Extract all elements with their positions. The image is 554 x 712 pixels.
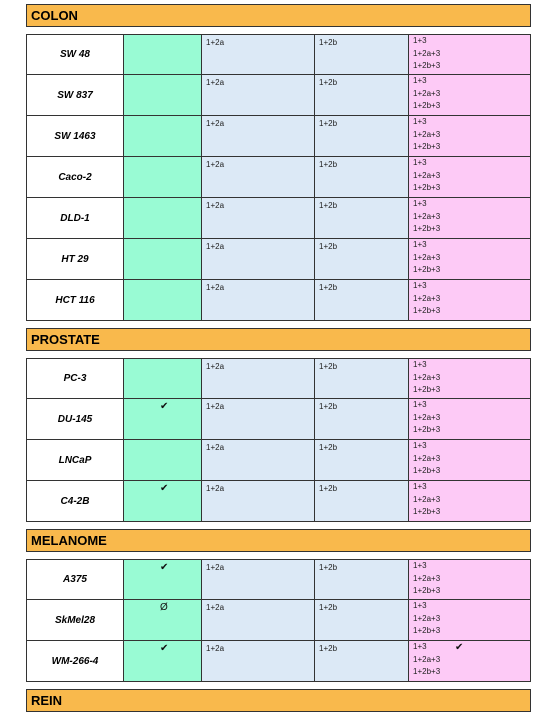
result-cell [124,157,202,197]
combo-2a-cell [202,198,315,238]
combo-2a-label: 1+2a [206,484,225,493]
combo-3-label: 1+2b+3 [413,385,441,394]
cell-line-name: LNCaP [27,440,124,480]
cell-line-name: SW 48 [27,35,124,74]
combo-3-label: 1+2a+3 [413,129,441,139]
combo-2b-label: 1+2b [319,242,338,251]
combo-2a-cell [202,440,315,480]
section-header: COLON [26,4,531,27]
result-cell [124,198,202,238]
combo-2a-label: 1+2a [206,563,225,572]
section-gap [26,552,531,559]
combo-2a-label: 1+2a [206,443,225,452]
combo-3-label: 1+2a+3 [413,252,441,262]
combo-3-label: 1+3 [413,400,427,409]
combo-2b-label: 1+2b [319,78,338,87]
combo-3-label: 1+2b+3 [413,306,441,315]
table-row [26,280,531,321]
combo-2a-cell [202,399,315,439]
section-gap [26,321,531,328]
combo-3-label: 1+3 [413,482,427,491]
cell-line-name: Caco-2 [27,157,124,197]
result-cell [124,35,202,74]
section-gap [26,522,531,529]
combo-3-lines [413,440,440,478]
combo-2a-cell [202,359,315,398]
combo-2b-cell [315,75,409,115]
combo-2b-label: 1+2b [319,38,338,47]
combo-3-label: 1+2b+3 [413,61,441,70]
combo-2a-label: 1+2a [206,402,225,411]
combo-3-lines [413,35,440,73]
combo-3-cell [409,280,530,320]
result-cell [124,481,202,521]
combo-2b-label: 1+2b [319,160,338,169]
combo-2b-cell [315,641,409,681]
combo-3-label: 1+3 [413,240,427,249]
table-row [26,116,531,157]
combo-3-label: 1+2a+3 [413,613,441,623]
combo-2b-label: 1+2b [319,563,338,572]
combo-3-lines [413,198,440,236]
combo-3-label: 1+2b+3 [413,466,441,475]
combo-3-cell [409,75,530,115]
combo-2b-cell [315,600,409,640]
combo-3-cell [409,440,530,480]
combo-3-label: 1+2b+3 [413,425,441,434]
combo-2b-label: 1+2b [319,119,338,128]
combo-2b-cell [315,359,409,398]
result-cell [124,239,202,279]
combo-2b-cell [315,116,409,156]
cell-line-name: HT 29 [27,239,124,279]
combo-2a-cell [202,280,315,320]
combo-2b-label: 1+2b [319,201,338,210]
combo-3-label: 1+2a+3 [413,494,441,504]
combo-2b-cell [315,157,409,197]
combo-3-label: 1+3 [413,199,427,208]
combo-2a-label: 1+2a [206,283,225,292]
combo-3-lines [413,116,440,154]
table-row [26,239,531,280]
combo-3-label: 1+2a+3 [413,654,441,664]
combo-3-lines [413,641,440,679]
combo-2b-label: 1+2b [319,603,338,612]
combo-2a-label: 1+2a [206,644,225,653]
combo-3-label: 1+2b+3 [413,507,441,516]
combo-3-label: 1+2a+3 [413,88,441,98]
combo-2a-label: 1+2a [206,201,225,210]
section-header: PROSTATE [26,328,531,351]
cell-line-table [26,4,531,712]
combo-3-lines [413,560,440,598]
combo-3-label: 1+2b+3 [413,183,441,192]
combo-3-cell [409,560,530,599]
combo-2a-cell [202,35,315,74]
combo-3-label: 1+2b+3 [413,265,441,274]
combo-2a-cell [202,641,315,681]
combo-3-label: 1+3 [413,642,427,651]
combo-3-label: 1+2a+3 [413,573,441,583]
combo-2b-cell [315,35,409,74]
combo-2a-cell [202,481,315,521]
combo-2a-cell [202,116,315,156]
combo-3-label: 1+2b+3 [413,626,441,635]
cell-line-name: DU-145 [27,399,124,439]
cell-line-name: HCT 116 [27,280,124,320]
combo-3-lines [413,600,440,638]
result-cell [124,116,202,156]
combo-3-lines [413,399,440,437]
combo-2a-label: 1+2a [206,242,225,251]
combo-2b-cell [315,399,409,439]
section-header: REIN [26,689,531,712]
combo-2a-label: 1+2a [206,38,225,47]
combo-2a-cell [202,75,315,115]
checkmark-icon: ✔ [160,562,169,573]
combo-3-label: 1+2a+3 [413,293,441,303]
combo-2b-label: 1+2b [319,283,338,292]
combo-3-cell [409,399,530,439]
combo-3-cell [409,600,530,640]
combo-2a-label: 1+2a [206,78,225,87]
combo-2a-cell [202,600,315,640]
combo-2b-cell [315,481,409,521]
cell-line-name: PC-3 [27,359,124,398]
combo-3-label: 1+3 [413,36,427,45]
combo-3-cell [409,239,530,279]
combo-2b-cell [315,560,409,599]
combo-2b-label: 1+2b [319,443,338,452]
combo-3-label: 1+3 [413,76,427,85]
combo-2a-cell [202,239,315,279]
combo-3-label: 1+2b+3 [413,101,441,110]
combo-2b-cell [315,280,409,320]
combo-3-label: 1+3 [413,360,427,369]
table-row [26,440,531,481]
combo-3-label: 1+2b+3 [413,142,441,151]
combo-2a-label: 1+2a [206,603,225,612]
cell-line-name: A375 [27,560,124,599]
combo-2a-label: 1+2a [206,160,225,169]
result-cell [124,399,202,439]
combo-3-lines [413,359,440,397]
combo-2b-cell [315,198,409,238]
combo-3-label: 1+2a+3 [413,48,441,58]
result-cell [124,600,202,640]
cell-line-name: SW 1463 [27,116,124,156]
combo-2b-label: 1+2b [319,402,338,411]
combo-3-lines [413,280,440,318]
result-cell [124,560,202,599]
combo-3-label: 1+2a+3 [413,372,441,382]
empty-set-icon: Ø [160,602,168,613]
combo-3-label: 1+2a+3 [413,170,441,180]
cell-line-name: C4-2B [27,481,124,521]
combo-3-label: 1+2a+3 [413,412,441,422]
checkmark-icon: ✔ [160,643,169,654]
combo-3-lines [413,75,440,113]
section-gap [26,682,531,689]
table-row [26,559,531,600]
combo-2b-cell [315,440,409,480]
combo-2a-cell [202,157,315,197]
combo-3-label: 1+2b+3 [413,586,441,595]
result-cell [124,359,202,398]
cell-line-name: SW 837 [27,75,124,115]
combo-2b-label: 1+2b [319,484,338,493]
combo-3-cell [409,35,530,74]
combo-3-label: 1+3 [413,281,427,290]
combo-3-label: 1+3 [413,117,427,126]
checkmark-icon: ✔ [455,642,464,653]
table-row [26,641,531,682]
combo-3-lines [413,157,440,195]
table-row [26,75,531,116]
checkmark-icon: ✔ [160,401,169,412]
combo-3-cell [409,481,530,521]
cell-line-name: DLD-1 [27,198,124,238]
combo-3-label: 1+3 [413,601,427,610]
table-row [26,399,531,440]
section-gap [26,27,531,34]
combo-3-label: 1+2b+3 [413,667,441,676]
result-cell [124,440,202,480]
combo-2a-cell [202,560,315,599]
table-row [26,198,531,239]
combo-3-cell [409,359,530,398]
combo-2b-label: 1+2b [319,362,338,371]
combo-3-label: 1+3 [413,561,427,570]
table-row [26,157,531,198]
result-cell [124,641,202,681]
combo-2a-label: 1+2a [206,362,225,371]
combo-3-label: 1+2b+3 [413,224,441,233]
combo-3-cell [409,157,530,197]
section-gap [26,351,531,358]
combo-2b-label: 1+2b [319,644,338,653]
combo-3-label: 1+2a+3 [413,453,441,463]
table-row [26,481,531,522]
result-cell [124,75,202,115]
combo-3-label: 1+3 [413,158,427,167]
section-header: MELANOME [26,529,531,552]
combo-3-label: 1+2a+3 [413,211,441,221]
combo-3-cell [409,198,530,238]
result-cell [124,280,202,320]
checkmark-icon: ✔ [160,483,169,494]
combo-2b-cell [315,239,409,279]
cell-line-name: SkMel28 [27,600,124,640]
table-row [26,34,531,75]
combo-3-lines [413,481,440,519]
table-row [26,358,531,399]
combo-3-cell [409,116,530,156]
combo-2a-label: 1+2a [206,119,225,128]
combo-3-cell [409,641,530,681]
table-row [26,600,531,641]
cell-line-name: WM-266-4 [27,641,124,681]
combo-3-lines [413,239,440,277]
combo-3-label: 1+3 [413,441,427,450]
